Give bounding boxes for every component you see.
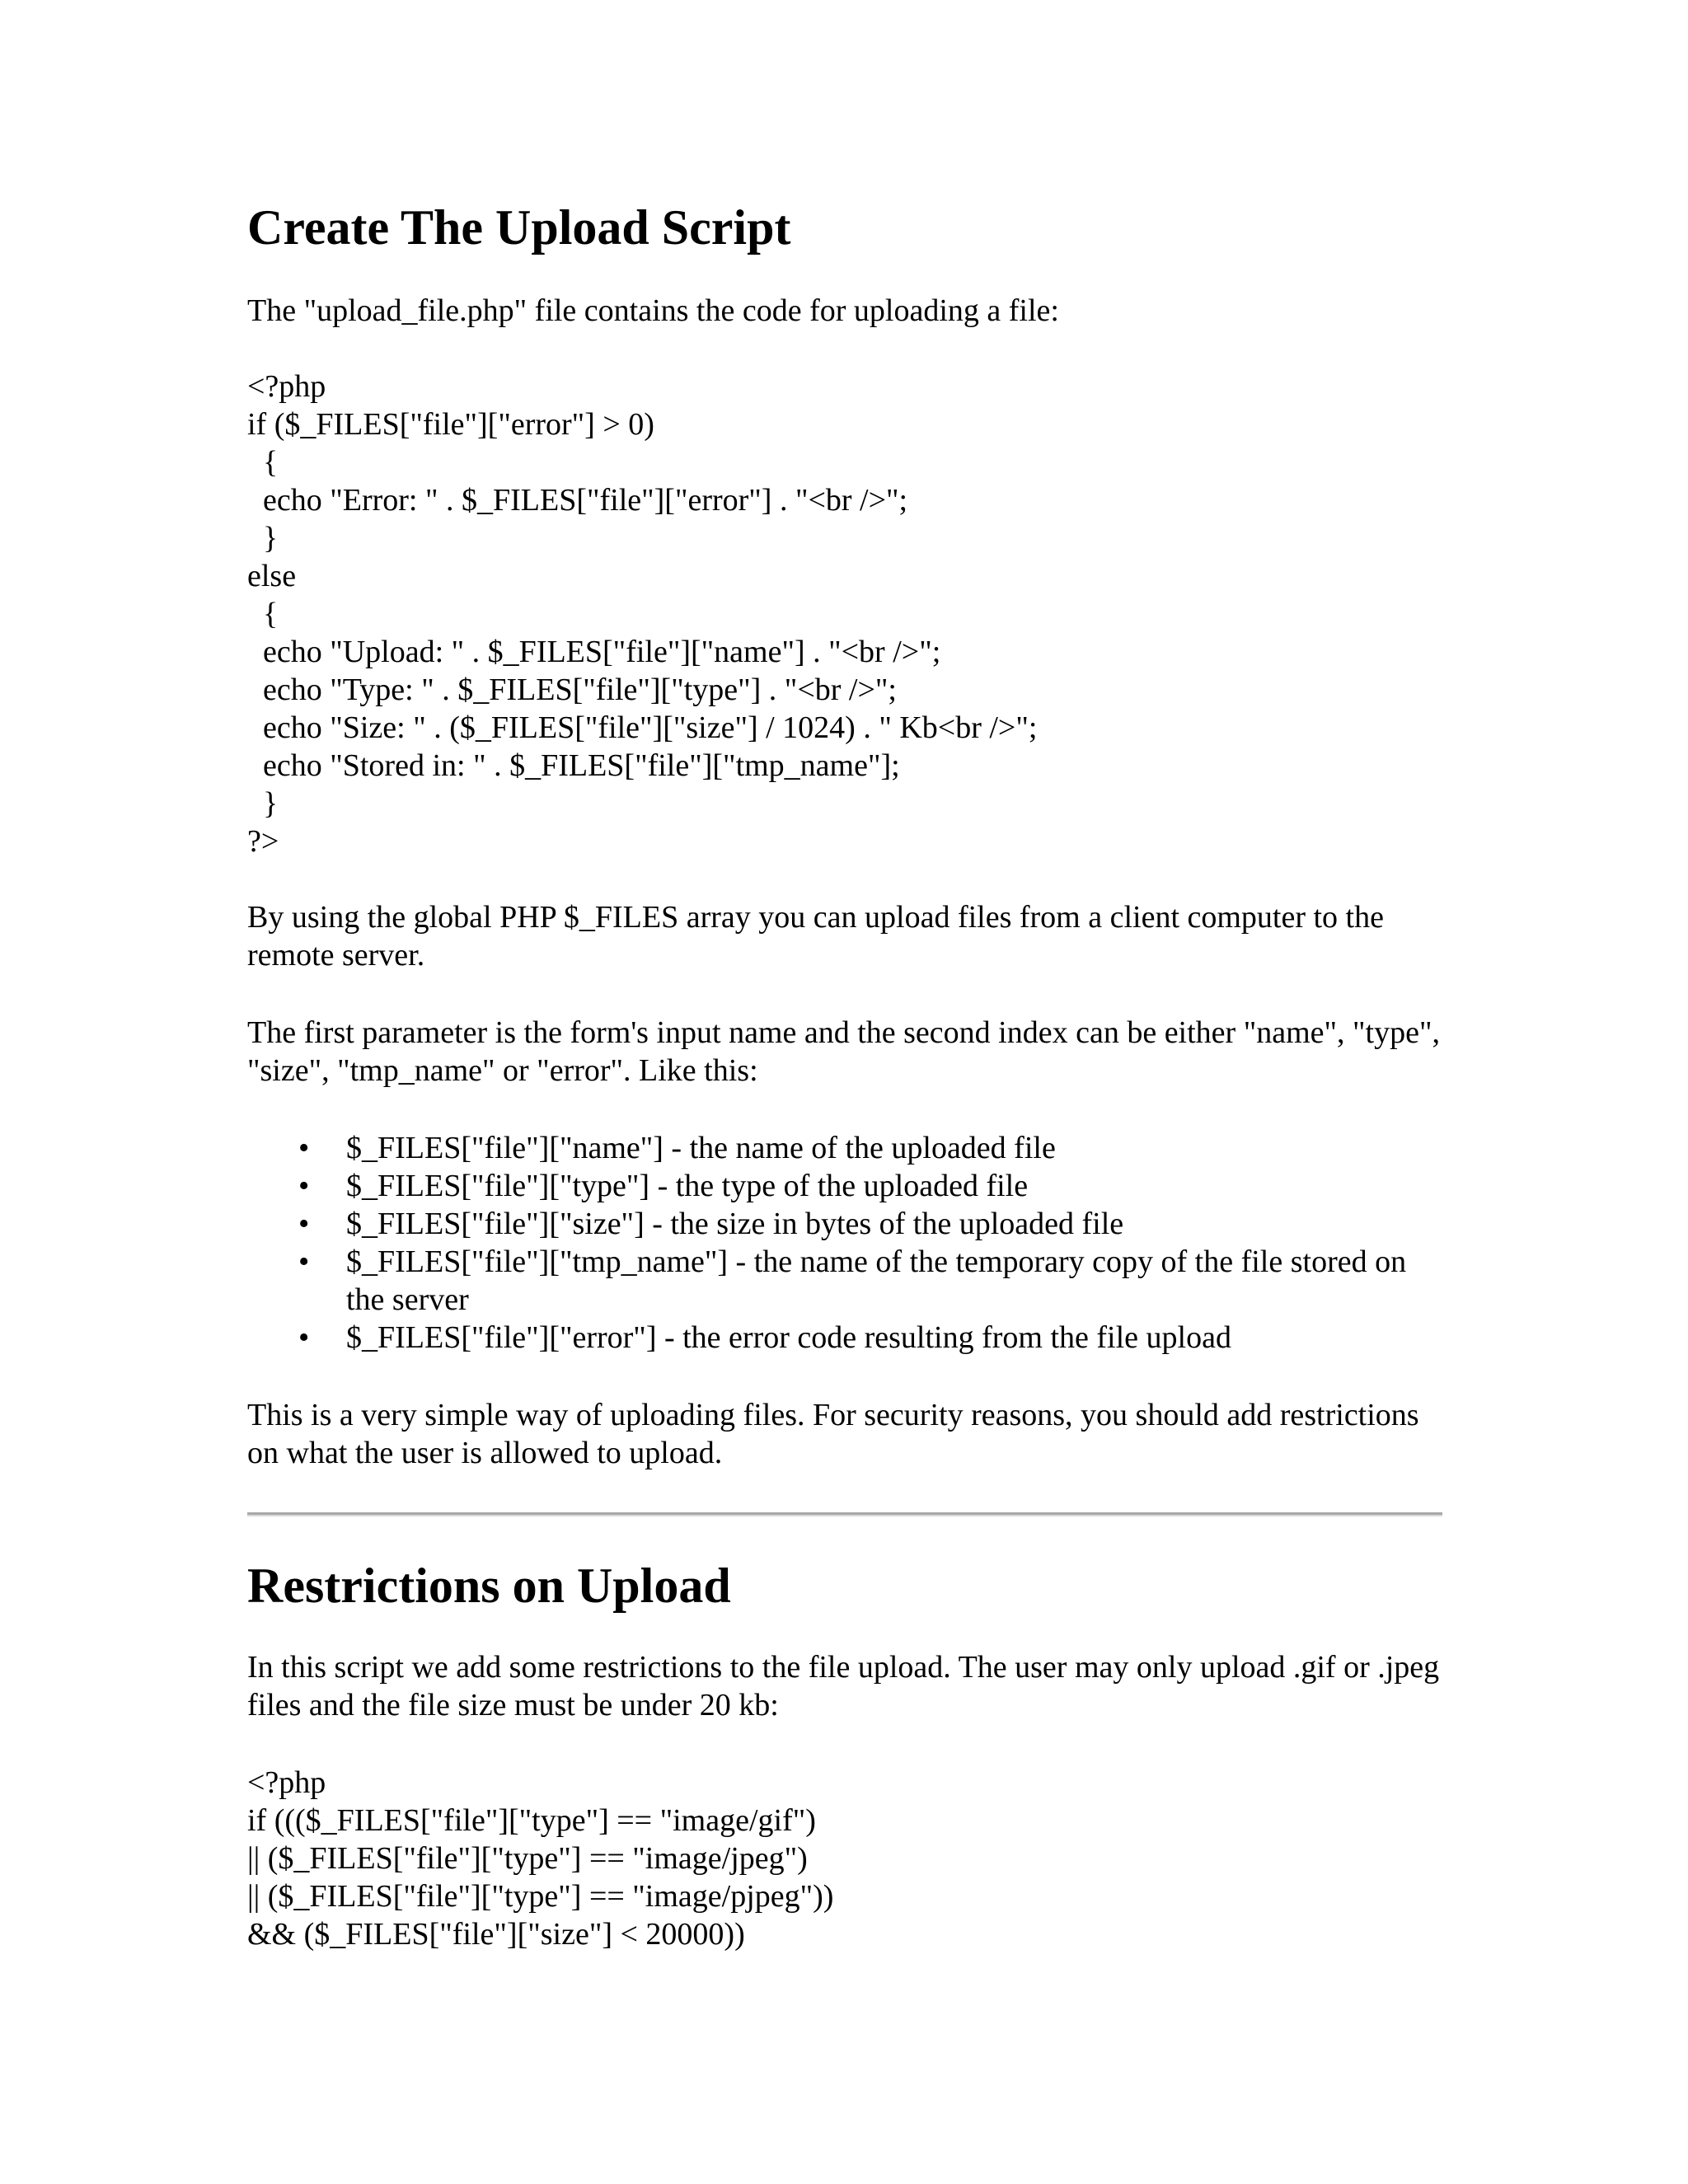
list-item: [247, 1319, 1442, 1357]
section-heading-upload-script: Create The Upload Script: [247, 200, 791, 255]
list-item: [247, 1167, 1442, 1205]
files-index-list: [247, 1129, 1442, 1357]
list-item-text: $_FILES["file"]["size"] - the size in bytes of the uploaded file: [346, 1207, 1124, 1241]
bullet-icon: •: [298, 1169, 310, 1203]
list-item-text: $_FILES["file"]["name"] - the name of the uploaded file: [346, 1131, 1056, 1165]
bullet-icon: •: [298, 1320, 310, 1355]
upload-code-block: <?php if ($_FILES["file"]["error"] > 0) { echo "Error: " . $_FILES["file"]["error"] . "<br />"; } else { echo "Upload: " . $_FILES["file"]["name"] . "<br />"; echo "Type: " . $_FILES["file"]["type"] . "<br />"; echo "Size: " . ($_FILES["file"]["size"] / 1024) . " Kb<br />"; echo "Stored in: " . $_FILES["file"]["tmp_name"]; } ?>: [247, 369, 1038, 859]
global-files-paragraph: By using the global PHP $_FILES array you can upload files from a client computer to the remote server.: [247, 900, 1384, 972]
first-parameter-paragraph: The first parameter is the form's input name and the second index can be either "name", "type", "size", "tmp_name" or "error". Like this:: [247, 1015, 1440, 1088]
bullet-icon: •: [298, 1244, 310, 1279]
list-item: [247, 1243, 1442, 1319]
section-divider: [247, 1512, 1442, 1516]
security-note-paragraph: This is a very simple way of uploading files. For security reasons, you should add restrictions on what the user is allowed to upload.: [247, 1398, 1419, 1470]
list-item-text: $_FILES["file"]["type"] - the type of the uploaded file: [346, 1169, 1029, 1203]
list-item: [247, 1205, 1442, 1243]
restrictions-code-block: <?php if ((($_FILES["file"]["type"] == "image/gif") || ($_FILES["file"]["type"] == "image/jpeg") || ($_FILES["file"]["type"] == "image/pjpeg")) && ($_FILES["file"]["size"] < 20000)): [247, 1765, 834, 1952]
bullet-icon: •: [298, 1207, 310, 1241]
list-item-text: $_FILES["file"]["tmp_name"] - the name of the temporary copy of the file stored on the server: [346, 1244, 1407, 1317]
upload-script-intro: The "upload_file.php" file contains the code for uploading a file:: [247, 293, 1059, 328]
list-item: [247, 1129, 1442, 1167]
section-heading-restrictions: Restrictions on Upload: [247, 1558, 731, 1613]
restrictions-intro: In this script we add some restrictions to the file upload. The user may only upload .gif or .jpeg files and the file size must be under 20 kb:: [247, 1650, 1440, 1722]
bullet-icon: •: [298, 1131, 310, 1165]
list-item-text: $_FILES["file"]["error"] - the error code resulting from the file upload: [346, 1320, 1231, 1355]
